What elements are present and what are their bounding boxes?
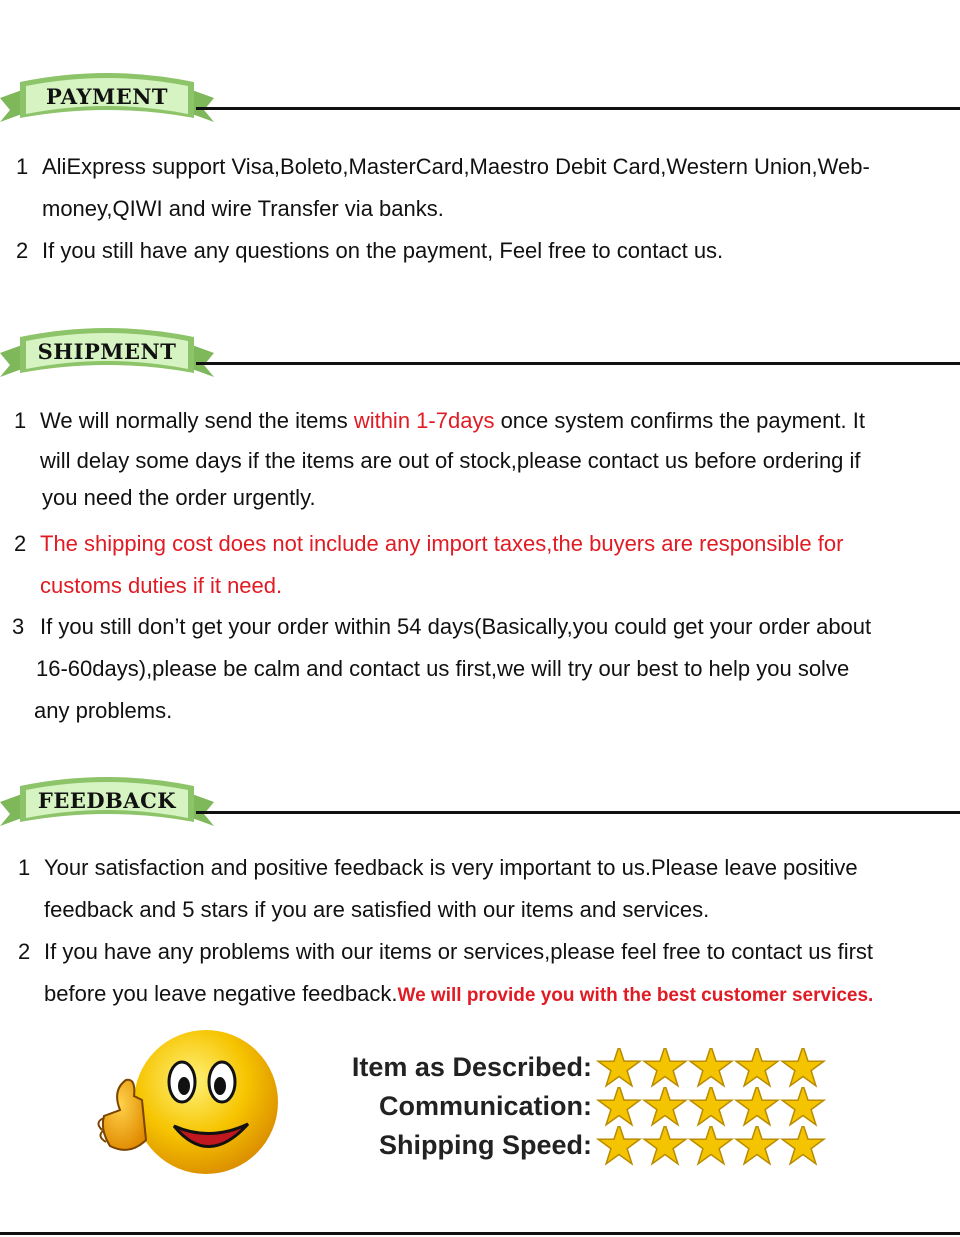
feedback-service-promise: We will provide you with the best customer services. bbox=[397, 985, 874, 1006]
shipment-title: SHIPMENT bbox=[37, 339, 177, 364]
rating-label-item-as-described: Item as Described: bbox=[351, 1052, 592, 1082]
star-icon bbox=[782, 1048, 824, 1086]
feedback-title: FEEDBACK bbox=[37, 788, 177, 813]
shipment-item-3-line-2: 16-60days),please be calm and contact us first,we will try our best to help you solve bbox=[36, 656, 850, 681]
feedback-divider bbox=[196, 811, 960, 814]
feedback-item-2-number: 2 bbox=[18, 939, 31, 964]
feedback-item-1-line-1: Your satisfaction and positive feedback is very important to us.Please leave positive bbox=[44, 855, 858, 880]
star-icon bbox=[644, 1126, 686, 1164]
star-icon bbox=[690, 1087, 732, 1125]
star-icon bbox=[782, 1087, 824, 1125]
rating-communication bbox=[300, 1087, 960, 1127]
payment-divider bbox=[196, 107, 960, 110]
bottom-divider bbox=[0, 1232, 960, 1235]
shipment-delivery-time: within 1-7days bbox=[353, 408, 495, 433]
feedback-item-2-text: before you leave negative feedback. bbox=[44, 981, 398, 1006]
shipment-item-1-line-2: will delay some days if the items are out of stock,please contact us before ordering if bbox=[40, 448, 861, 473]
rating-stars-item-as-described bbox=[596, 1048, 826, 1088]
shipment-item-2-number: 2 bbox=[14, 531, 27, 556]
feedback-banner bbox=[0, 772, 214, 834]
shipment-item-3-line-3: any problems. bbox=[34, 698, 173, 723]
star-icon bbox=[644, 1048, 686, 1086]
feedback-item-2-line-1: If you have any problems with our items or services,please feel free to contact us first bbox=[44, 939, 874, 964]
star-icon bbox=[736, 1126, 778, 1164]
rating-item-as-described bbox=[300, 1048, 960, 1088]
feedback-item-1-line-2: feedback and 5 stars if you are satisfied with our items and services. bbox=[44, 897, 710, 922]
payment-item-2-line-1: If you still have any questions on the payment, Feel free to contact us. bbox=[42, 238, 724, 263]
star-icon bbox=[598, 1048, 640, 1086]
shipment-divider bbox=[196, 362, 960, 365]
shipment-banner bbox=[0, 323, 214, 385]
payment-item-2-number: 2 bbox=[16, 238, 29, 263]
star-icon bbox=[598, 1126, 640, 1164]
rating-label-communication: Communication: bbox=[379, 1091, 592, 1121]
payment-item-1-line-2: money,QIWI and wire Transfer via banks. bbox=[42, 196, 444, 221]
payment-item-1-number: 1 bbox=[16, 154, 29, 179]
star-icon bbox=[690, 1048, 732, 1086]
feedback-item-2-line-2 bbox=[44, 973, 873, 1017]
rating-shipping-speed bbox=[300, 1126, 960, 1166]
star-icon bbox=[736, 1048, 778, 1086]
star-icon bbox=[644, 1087, 686, 1125]
shipment-item-1-text: We will normally send the items bbox=[40, 408, 354, 433]
shipment-item-1-number: 1 bbox=[14, 408, 27, 433]
shipment-item-2-line-2: customs duties if it need. bbox=[40, 573, 283, 598]
shipment-item-1-line-3: you need the order urgently. bbox=[42, 485, 316, 510]
thumbs-up-smiley-icon bbox=[96, 1030, 282, 1178]
feedback-item-1-number: 1 bbox=[18, 855, 31, 880]
star-icon bbox=[736, 1087, 778, 1125]
payment-banner bbox=[0, 68, 214, 130]
shipment-item-2-line-1: The shipping cost does not include any import taxes,the buyers are responsible for bbox=[40, 531, 844, 556]
star-icon bbox=[690, 1126, 732, 1164]
rating-stars-shipping-speed bbox=[596, 1126, 826, 1166]
star-icon bbox=[782, 1126, 824, 1164]
star-icon bbox=[598, 1087, 640, 1125]
shipment-item-1-text-end: once system confirms the payment. It bbox=[494, 408, 865, 433]
shipment-item-3-line-1: If you still don’t get your order within 54 days(Basically,you could get your order about bbox=[40, 614, 872, 639]
rating-label-shipping-speed: Shipping Speed: bbox=[379, 1130, 592, 1160]
rating-stars-communication bbox=[596, 1087, 826, 1127]
payment-title: PAYMENT bbox=[45, 84, 169, 109]
shipment-item-1-line-1 bbox=[40, 400, 865, 442]
shipment-item-3-number: 3 bbox=[12, 614, 25, 639]
payment-item-1-line-1: AliExpress support Visa,Boleto,MasterCard,Maestro Debit Card,Western Union,Web- bbox=[42, 154, 870, 179]
